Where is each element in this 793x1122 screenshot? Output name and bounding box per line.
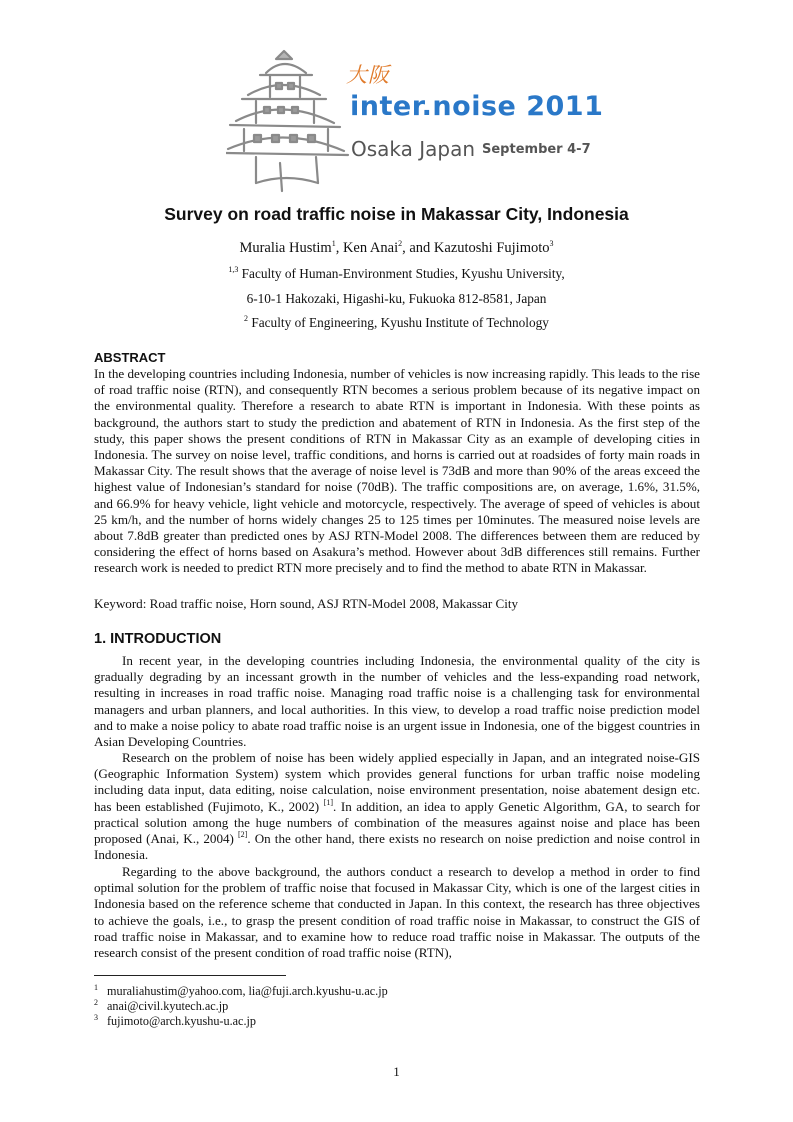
author-separator: , and <box>402 240 434 256</box>
paper-title: Survey on road traffic noise in Makassar City, Indonesia <box>164 204 629 224</box>
logo-city: Osaka Japan <box>351 137 476 161</box>
conference-logo <box>226 45 604 193</box>
citation-2[interactable]: [2] <box>238 830 248 840</box>
affiliation-mark: 1,3 <box>228 265 239 274</box>
footnote-email[interactable]: anai@civil.kyutech.ac.jp <box>107 999 229 1013</box>
affiliation-1-address: 6-10-1 Hakozaki, Higashi-ku, Fukuoka 812-8581, Japan <box>246 291 547 306</box>
intro-paragraph-1: In recent year, in the developing countries including Indonesia, the environmental quality of the city is gradually degrading by an incessant growth in the number of vehicles and the less-expanding road network, resulting in increases in road traffic noise. Managing road traffic noise is a challenging task for environmental managers and urban planners, and local authorities. In this view, to develop a road traffic noise prediction model and to make a noise policy to abate road traffic noise is an urgent issue in Indonesia, one of the biggest countries in Asian Developing Countries. <box>94 653 700 750</box>
footnote-3: 3 fujimoto@arch.kyushu-u.ac.jp <box>94 1013 256 1028</box>
author-mark: 2 <box>398 239 403 248</box>
footnote-email[interactable]: muraliahustim@yahoo.com, lia@fuji.arch.kyushu-u.ac.jp <box>107 984 388 998</box>
logo-event-name: inter.noise 2011 <box>350 91 604 122</box>
author-name: Ken Anai <box>342 240 399 256</box>
author-mark: 3 <box>549 239 554 248</box>
intro-paragraph-2 <box>94 750 700 863</box>
intro-paragraph-3: Regarding to the above background, the authors conduct a research to develop a method in order to find optimal solution for the problem of traffic noise that focused in Makassar City, which is one of the largest cities in Indonesia based on the reference scheme that conducted in Japan. In this context, the research has three objectives to achieve the goals, i.e., to grasp the present condition of road traffic noise in Makassar, to construct the GIS of road traffic noise in Makassar, and to examine how to reduce road traffic noise in Makassar. The outputs of the research consist of the present condition of road traffic noise (RTN), <box>94 864 700 961</box>
footnote-2: 2 anai@civil.kyutech.ac.jp <box>94 998 229 1013</box>
logo-kanji: 大阪 <box>346 63 390 87</box>
page-number: 1 <box>393 1064 400 1079</box>
author-name: Kazutoshi Fujimoto <box>433 240 550 256</box>
author-name: Muralia Hustim <box>239 240 332 256</box>
footnote-email[interactable]: fujimoto@arch.kyushu-u.ac.jp <box>107 1014 256 1028</box>
intro-paragraph-2-text: . On the other hand, there exists no research on noise prediction and noise control in Indonesia. <box>94 831 700 863</box>
abstract-text: In the developing countries including Indonesia, number of vehicles is now increasing rapidly. This leads to the rise of road traffic noise (RTN), and consequently RTN becomes a serious problem because of its negative impact on the environmental quality. Therefore a research to abate RTN is important in Indonesia. With these points as background, the authors start to study the prediction and abatement of RTN in Indonesia. As the first step of the study, this paper shows the present conditions of RTN in Makassar City as an example of developing cities in Indonesia. The survey on noise level, traffic conditions, and horns is carried out at roadsides of forty main roads in Makassar City. The result shows that the average of noise level is 73dB and more than 90% of the areas exceed the highest value of Indonesian’s standard for noise (70dB). The traffic compositions are, on average, 1.6%, 31.5%, and 66.9% for heavy vehicle, light vehicle and motorcycle, respectively. The average of speed of vehicles is about 25 km/h, and the number of horns widely changes 25 to 125 times per 10minutes. The measured noise levels are about 7.8dB greater than predicted ones by ASJ RTN-Model 2008. The differences between them are reduced by considering the effect of horns based on Asakura’s method. However about 3dB differences still remains. Further research work is needed to predict RTN more precisely and to find the method to abate RTN in Makassar. <box>94 366 700 576</box>
affiliation-1 <box>0 266 793 282</box>
affiliation-2 <box>0 315 793 331</box>
abstract-heading: ABSTRACT <box>94 350 166 365</box>
author-list <box>0 240 793 257</box>
intro-paragraph-2-text: Research on the problem of noise has been widely applied especially in Japan, and an integrated noise-GIS (Geographic Information System) system which provides general functions for urban traffic noise modeling including data input, data editing, noise calculation, noise environment presentation, noise abatement design etc. has been established (Fujimoto, K., 2002) <box>94 750 700 814</box>
footnote-1: 1 muraliahustim@yahoo.com, lia@fuji.arch.kyushu-u.ac.jp <box>94 983 388 998</box>
intro-paragraph-2-text: . In addition, an idea to apply Genetic Algorithm, GA, to search for practical solution among the huge numbers of combination of the measures against noise and place has been proposed (Anai, K., 2004) <box>94 798 701 847</box>
keywords: Keyword: Road traffic noise, Horn sound, ASJ RTN-Model 2008, Makassar City <box>94 596 519 611</box>
logo-dates: September 4-7 <box>482 142 591 157</box>
affiliation-text: Faculty of Engineering, Kyushu Institute of Technology <box>251 315 549 330</box>
footnote-divider <box>94 975 286 976</box>
author-mark: 1 <box>331 239 336 248</box>
affiliation-mark: 2 <box>244 314 249 323</box>
introduction-heading: 1. INTRODUCTION <box>94 631 222 647</box>
affiliation-text: Faculty of Human-Environment Studies, Kyushu University, <box>241 266 565 281</box>
osaka-castle-icon <box>226 45 356 193</box>
author-separator: , <box>335 240 343 256</box>
citation-1[interactable]: [1] <box>323 797 334 807</box>
